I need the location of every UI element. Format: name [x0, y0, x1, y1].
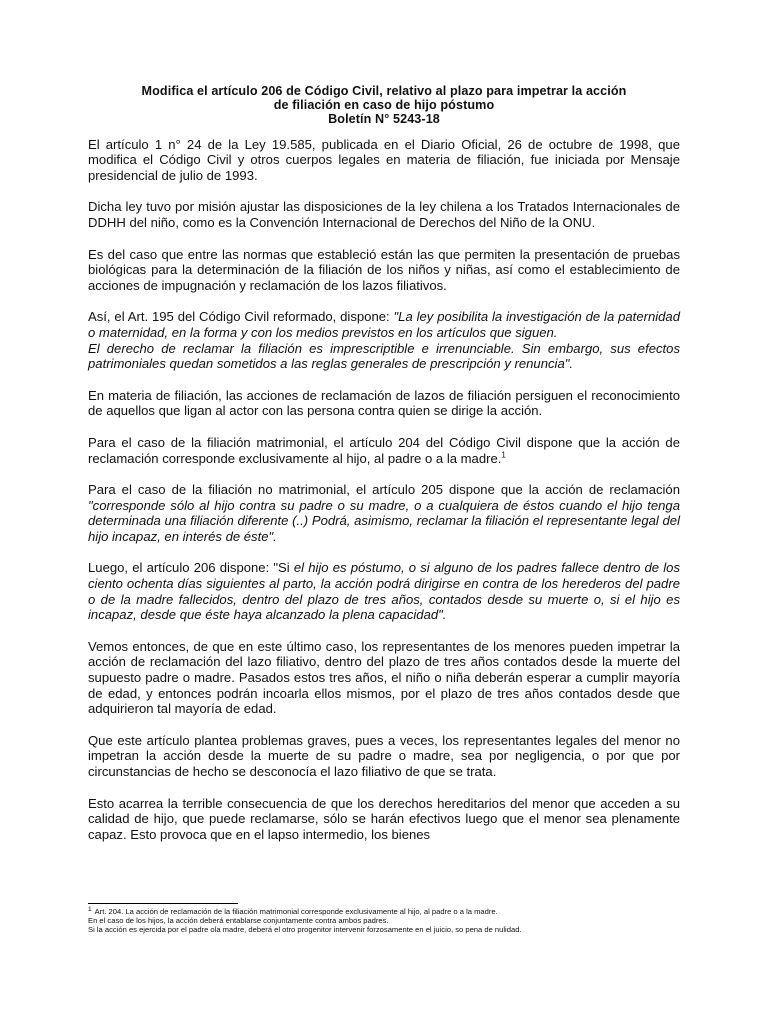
paragraph-8-quote: el hijo es póstumo, o si alguno de los padres fallece dentro de los ciento ochenta días siguientes al parto, la acción podrá dirigirse en contra de los herederos del padre o de la madre fallecidos, dentro del plazo de tres años, contados desde su muerte o, si el hijo es incapaz, desde que éste haya alcanzado la plena capacidad". — [88, 560, 680, 623]
footnote-1-line-2: En el caso de los hijos, la acción deberá entablarse conjuntamente contra ambos padres. — [88, 916, 389, 926]
paragraph-4-quote-1: "La ley posibilita la investigación de la paternidad o maternidad, en la forma y con los medios previstos en los artículos que siguen. — [88, 309, 680, 340]
paragraph-3: Es del caso que entre las normas que estableció están las que permiten la presentación de pruebas biológicas para la determinación de la filiación de los niños y niñas, así como el establecimiento de acciones de impugnación y reclamación de los lazos filiativos. — [88, 246, 680, 293]
paragraph-10: Que este artículo plantea problemas graves, pues a veces, los representantes legales del menor no impetran la acción desde la muerte de su padre o madre, sea por negligencia, o por que por circunstancias de hecho se desconocía el lazo filiativo de que se trata. — [88, 732, 680, 780]
paragraph-7 — [88, 482, 680, 544]
footnote-1-text: Art. 204. La acción de reclamación de la filiación matrimonial corresponde exclusivamente al hijo, al padre o a la madre. — [94, 907, 498, 916]
footnote-reference: 1 — [501, 450, 506, 460]
paragraph-9: Vemos entonces, de que en este último caso, los representantes de los menores pueden impetrar la acción de reclamación del lazo filiativo, dentro del plazo de tres años contados desde la muerte del supuesto padre o madre. Pasados estos tres años, el niño o niña deberán esperar a cumplir mayoría de edad, y entonces podrán incoarla ellos mismos, por el plazo de tres años contados desde que adquirieron tal mayoría de edad. — [88, 638, 680, 717]
footnote-divider — [88, 903, 238, 904]
title-line-1: Modifica el artículo 206 de Código Civil, relativo al plazo para impetrar la acción — [141, 84, 627, 98]
paragraph-5: En materia de filiación, las acciones de reclamación de lazos de filiación persiguen el reconocimiento de aquellos que ligan al actor con las persona contra quien se dirige la acción. — [88, 387, 680, 419]
footnote-1-line-1 — [88, 907, 688, 916]
document-title — [88, 84, 680, 127]
footnotes — [88, 907, 688, 935]
paragraph-6 — [88, 435, 680, 466]
paragraph-8-intro: Luego, el artículo 206 dispone: "Si — [88, 560, 294, 576]
paragraph-7-quote: "corresponde sólo al hijo contra su padre o su madre, o a cualquiera de éstos cuando el hijo tenga determinada una filiación diferente (..) Podrá, asimismo, reclamar la filiación el representante legal del hijo incapaz, en interés de éste". — [88, 497, 680, 544]
paragraph-4-quote-2: El derecho de reclamar la filiación es imprescriptible e irrenunciable. Sin embargo, sus efectos patrimoniales quedan sometidos a las reglas generales de prescripción y renuncia". — [88, 340, 680, 372]
paragraph-1: El artículo 1 n° 24 de la Ley 19.585, publicada en el Diario Oficial, 26 de octubre de 1998, que modifica el Código Civil y otros cuerpos legales en materia de filiación, fue iniciada por Mensaje presidencial de julio de 1993. — [88, 136, 680, 183]
footnote-marker: 1 — [88, 906, 92, 913]
paragraph-2: Dicha ley tuvo por misión ajustar las disposiciones de la ley chilena a los Tratados Internacionales de DDHH del niño, como es la Convención Internacional de Derechos del Niño de la ONU. — [88, 199, 680, 230]
title-line-2: de filiación en caso de hijo póstumo — [273, 98, 495, 113]
paragraph-8 — [88, 560, 680, 622]
paragraph-11: Esto acarrea la terrible consecuencia de que los derechos hereditarios del menor que acceden a su calidad de hijo, que puede reclamarse, sólo se harán efectivos luego que el menor sea plenamente capaz. Esto provoca que en el lapso intermedio, los bienes — [88, 795, 680, 842]
paragraph-7-intro: Para el caso de la filiación no matrimonial, el artículo 205 dispone que la acción de reclamación — [88, 482, 680, 498]
footnote-1-line-3: Si la acción es ejercida por el padre ola madre, deberá el otro progenitor intervenir forzosamente en el juicio, so pena de nulidad. — [88, 925, 522, 935]
paragraph-6-text: Para el caso de la filiación matrimonial, el artículo 204 del Código Civil dispone que la acción de reclamación corresponde exclusivamente al hijo, al padre o a la madre. — [88, 434, 680, 466]
paragraph-4 — [88, 309, 680, 371]
bulletin-number: Boletín N° 5243-18 — [328, 112, 440, 127]
paragraph-4-intro: Así, el Art. 195 del Código Civil reformado, dispone: — [88, 309, 394, 325]
